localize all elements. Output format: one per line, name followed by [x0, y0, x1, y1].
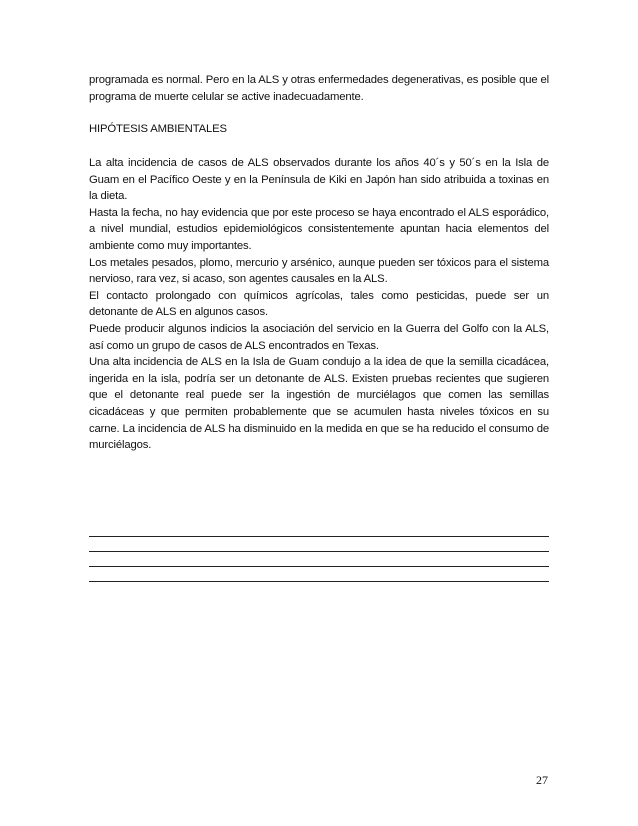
- intro-text: programada es normal. Pero en la ALS y otras enfermedades degenerativas, es posible que el programa de muerte celular se active inadecuadamente.: [89, 74, 549, 103]
- writing-line: [89, 581, 549, 582]
- writing-line: [89, 566, 549, 567]
- paragraph-gulf-war: Puede producir algunos indicios la asociación del servicio en la Guerra del Golfo con la ALS, así como un grupo de casos de ALS encontrados en Texas.: [89, 322, 549, 352]
- writing-line: [89, 551, 549, 552]
- intro-paragraph: [89, 72, 549, 105]
- paragraph-cycad-bats: Una alta incidencia de ALS en la Isla de Guam condujo a la idea de que la semilla cicadácea, ingerida en la isla, podría ser un detonante de ALS. Existen pruebas recientes que sugieren que el detonante real puede ser la ingestión de murciélagos que comen las semillas cicadáceas y que permiten probablemente que se acumulen hasta niveles tóxicos en su carne. La incidencia de ALS ha disminuido en la medida en que se ha reducido el consumo de murciélagos.: [89, 356, 549, 452]
- blank-writing-lines: [89, 536, 549, 596]
- paragraph-no-evidence: Hasta la fecha, no hay evidencia que por este proceso se haya encontrado el ALS esporádico, a nivel mundial, estudios epidemiológicos consistentemente apuntan hacia elementos del ambiente como muy importantes.: [89, 206, 549, 252]
- paragraph-heavy-metals: Los metales pesados, plomo, mercurio y arsénico, aunque pueden ser tóxicos para el sistema nervioso, rara vez, si acaso, son agentes causales en la ALS.: [89, 256, 549, 286]
- section-heading: HIPÓTESIS AMBIENTALES: [89, 123, 227, 135]
- page-number: 27: [536, 773, 548, 787]
- paragraph-guam-incidence: La alta incidencia de casos de ALS observados durante los años 40´s y 50´s en la Isla de Guam en el Pacífico Oeste y en la Península de Kiki en Japón han sido atribuida a toxinas en la dieta.: [89, 157, 549, 203]
- section-body: [89, 155, 549, 454]
- writing-line: [89, 536, 549, 537]
- paragraph-agricultural-chemicals: El contacto prolongado con químicos agrícolas, tales como pesticidas, puede ser un detonante de ALS en algunos casos.: [89, 289, 549, 319]
